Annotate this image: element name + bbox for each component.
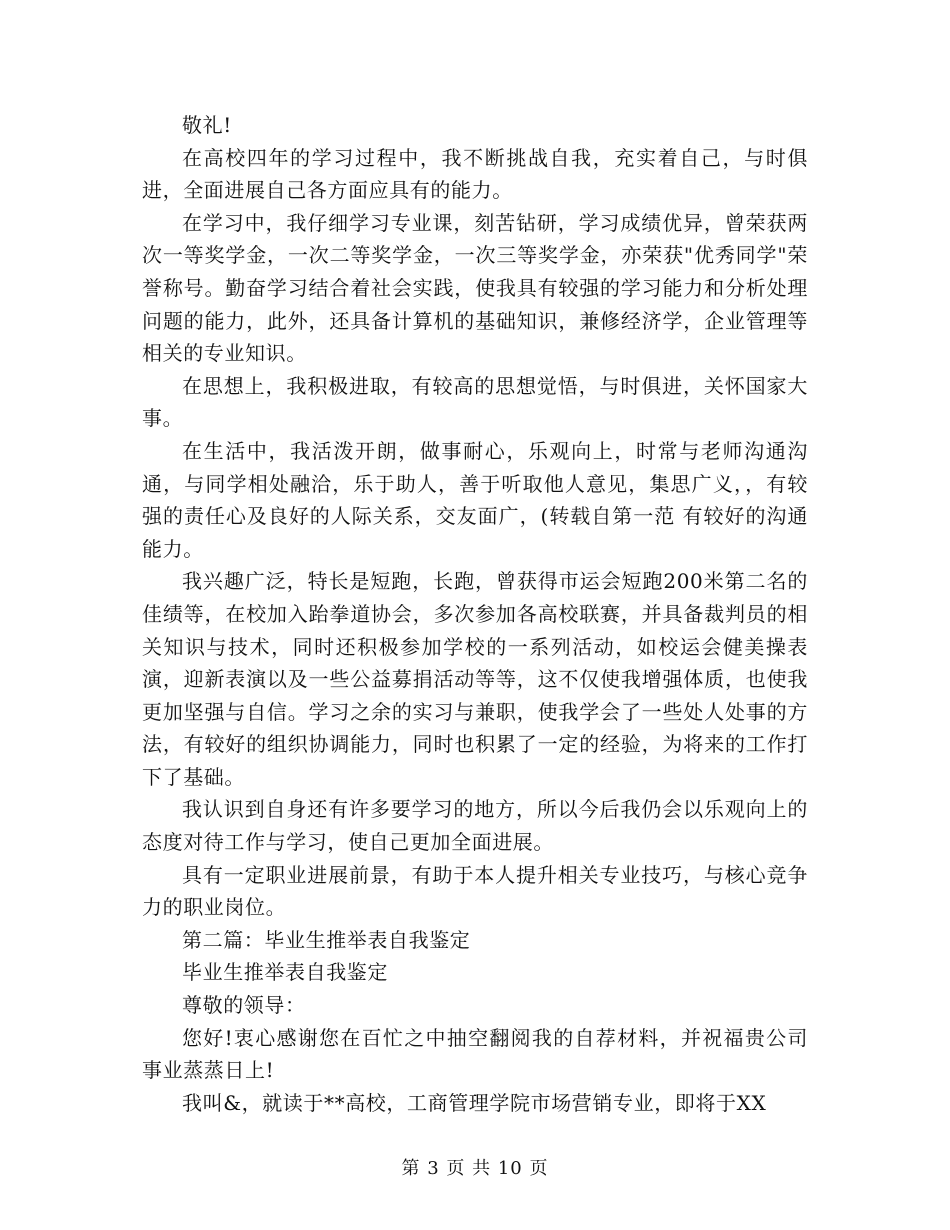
paragraph-self-awareness: 我认识到自身还有许多要学习的地方，所以今后我仍会以乐观向上的态度对待工作与学习，使自己更加全面进展。	[142, 797, 808, 855]
section-title: 毕业生推举表自我鉴定	[182, 960, 388, 985]
paragraph-career: 具有一定职业进展前景，有助于本人提升相关专业技巧，与核心竞争力的职业岗位。	[142, 862, 808, 920]
paragraph-closing-salute: 敬礼!	[182, 113, 232, 137]
paragraph-thought: 在思想上，我积极进取，有较高的思想觉悟，与时俱进，关怀国家大事。	[142, 373, 808, 431]
paragraph-life: 在生活中，我活泼开朗，做事耐心，乐观向上，时常与老师沟通沟通，与同学相处融洽，乐于助人，善于听取他人意见，集思广义，，有较强的责任心及良好的人际关系，交友面广，(转载自第一范 有较好的沟通能力。	[142, 438, 808, 561]
paragraph-study: 在学习中，我仔细学习专业课，刻苦钻研，学习成绩优异，曾荣获两次一等奖学金，一次二等奖学金，一次三等奖学金，亦荣获"优秀同学"荣誉称号。勤奋学习结合着社会实践，使我具有较强的学习能力和分析处理问题的能力，此外，还具备计算机的基础知识，兼修经济学，企业管理等相关的专业知识。	[142, 210, 808, 366]
document-body	[142, 109, 808, 1119]
section-heading: 第二篇：毕业生推举表自我鉴定	[182, 927, 471, 952]
paragraph-interests: 我兴趣广泛，特长是短跑，长跑，曾获得市运会短跑200米第二名的佳绩等，在校加入跆拳道协会，多次参加各高校联赛，并具备裁判员的相关知识与技术，同时还积极参加学校的一系列活动，如校运会健美操表演，迎新表演以及一些公益募捐活动等等，这不仅使我增强体质，也使我更加坚强与自信。学习之余的实习与兼职，使我学会了一些处人处事的方法，有较好的组织协调能力，同时也积累了一定的经验，为将来的工作打下了基础。	[142, 569, 808, 789]
paragraph-university-years: 在高校四年的学习过程中，我不断挑战自我，充实着自己，与时俱进，全面进展自己各方面应具有的能力。	[142, 145, 808, 203]
page-number-footer: 第 3 页 共 10 页	[401, 1158, 549, 1179]
paragraph-greeting: 您好!衷心感谢您在百忙之中抽空翻阅我的自荐材料，并祝福贵公司事业蒸蒸日上!	[142, 1025, 808, 1083]
paragraph-introduction: 我叫&，就读于**高校，工商管理学院市场营销专业，即将于XX	[182, 1090, 767, 1115]
salutation: 尊敬的领导：	[182, 993, 306, 1018]
